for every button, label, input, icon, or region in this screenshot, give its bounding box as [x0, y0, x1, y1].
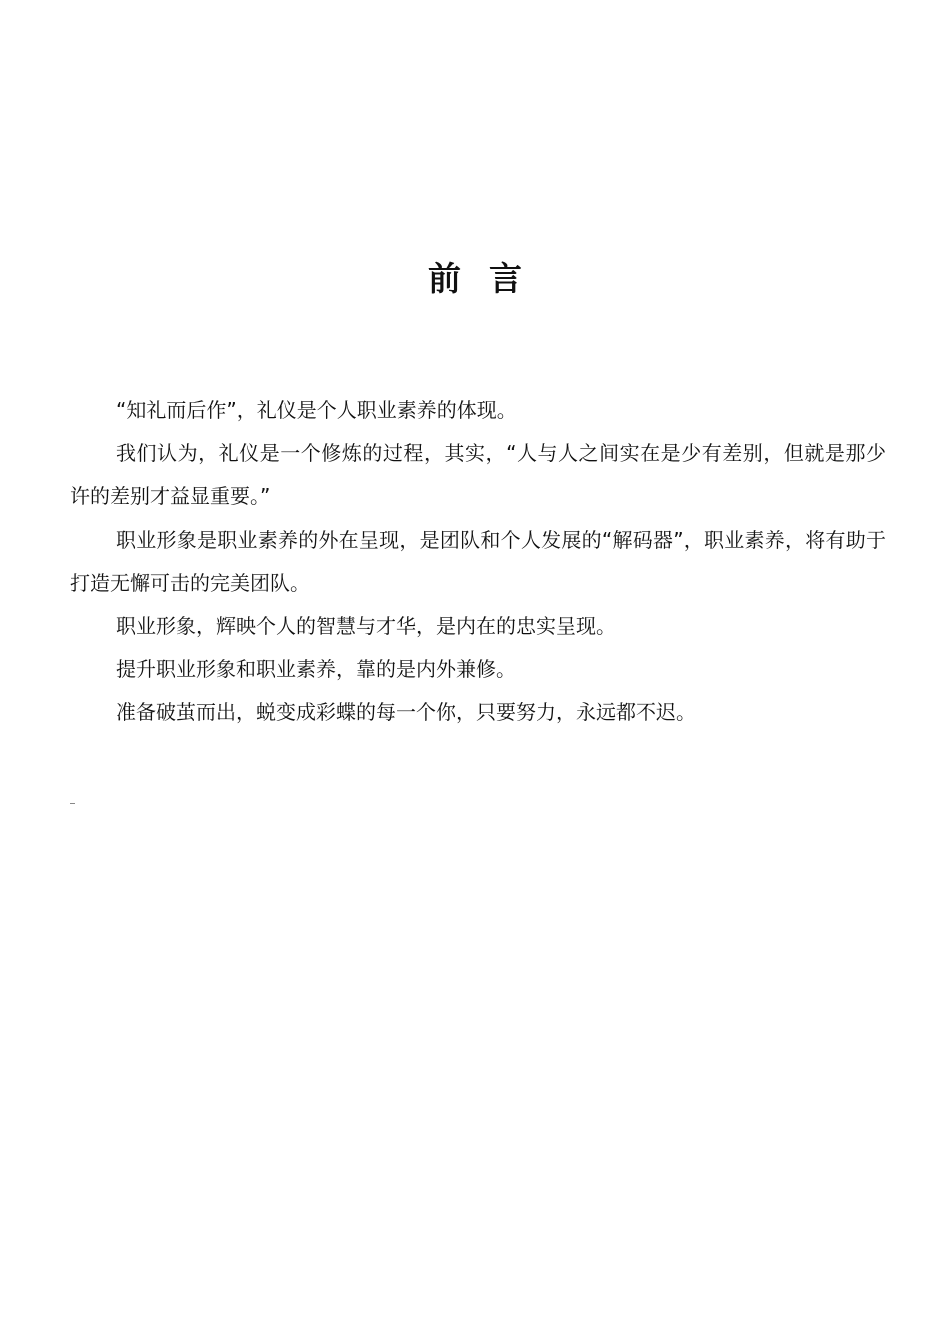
paragraph-4: 职业形象，辉映个人的智慧与才华，是内在的忠实呈现。	[116, 614, 616, 639]
paragraph-5: 提升职业形象和职业素养，靠的是内外兼修。	[116, 657, 516, 682]
page-mark	[70, 803, 75, 804]
paragraph-1: “知礼而后作”，礼仪是个人职业素养的体现。	[116, 398, 517, 422]
paragraph-2: 我们认为，礼仪是一个修炼的过程，其实，“人与人之间实在是少有差别，但就是那少许的差别才益显重要。”	[70, 441, 886, 509]
preface-body	[70, 389, 886, 735]
paragraph-6: 准备破茧而出，蜕变成彩蝶的每一个你，只要努力，永远都不迟。	[116, 700, 696, 725]
page-title: 前言	[428, 259, 550, 298]
paragraph-3: 职业形象是职业素养的外在呈现，是团队和个人发展的“解码器”，职业素养，将有助于打造无懈可击的完美团队。	[70, 527, 886, 595]
